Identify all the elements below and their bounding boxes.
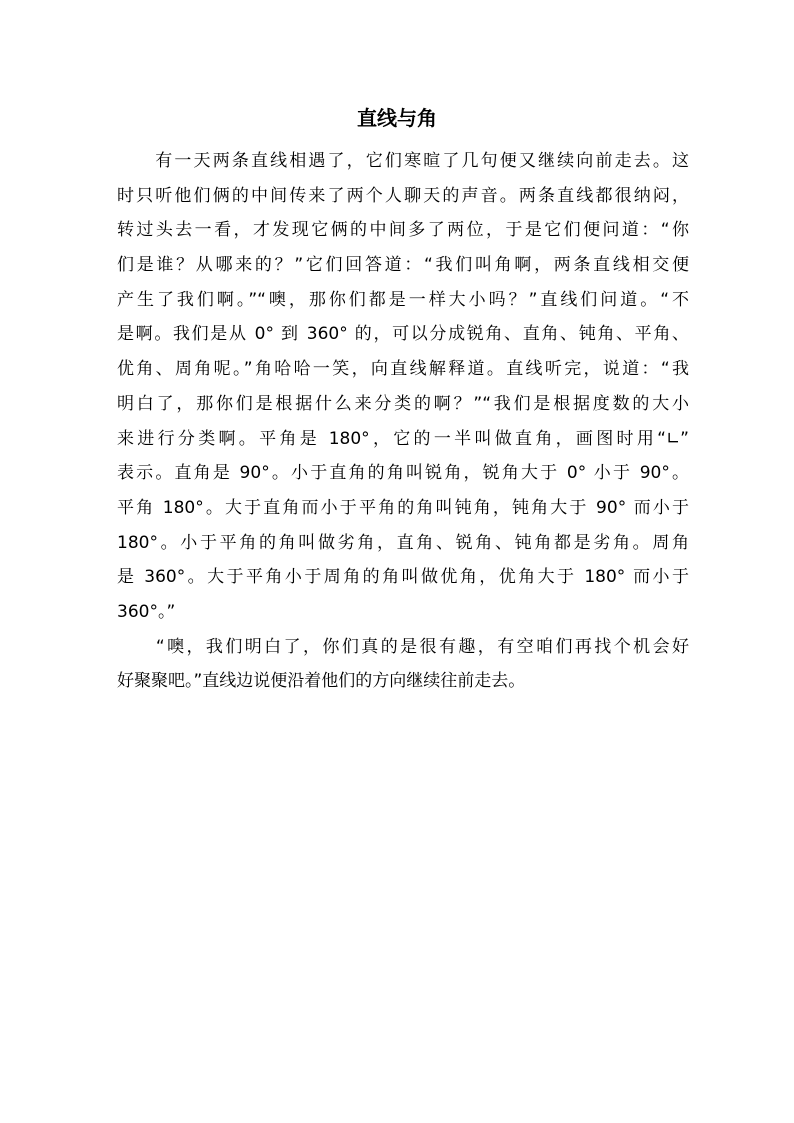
paragraph-line: 360°。”	[117, 601, 176, 622]
paragraph-line: 是 360°。大于平角小于周角的角叫做优角，优角大于 180° 而小于	[117, 567, 689, 588]
paragraph-line: 来进行分类啊。平角是 180°，它的一半叫做直角，画图时用“∟”	[117, 428, 689, 449]
paragraph-line: 是啊。我们是从 0° 到 360° 的，可以分成锐角、直角、钝角、平角、	[117, 324, 689, 345]
paragraph-line: 180°。小于平角的角叫做劣角，直角、锐角、钝角都是劣角。周角	[117, 532, 689, 553]
paragraph-line: 优角、周角呢。”角哈哈一笑，向直线解释道。直线听完，说道：“我	[117, 359, 689, 380]
paragraph-line: 时只听他们俩的中间传来了两个人聊天的声音。两条直线都很纳闷，	[117, 185, 689, 206]
document-body	[117, 144, 689, 699]
paragraph-line: 表示。直角是 90°。小于直角的角叫锐角，锐角大于 0° 小于 90°。	[117, 463, 689, 484]
paragraph-line: 好聚聚吧。”直线边说便沿着他们的方向继续往前走去。	[117, 671, 526, 692]
paragraph-line: “噢，我们明白了，你们真的是很有趣，有空咱们再找个机会好	[117, 636, 689, 657]
document-title: 直线与角	[357, 106, 437, 130]
paragraph-line: 明白了，那你们是根据什么来分类的啊？”“我们是根据度数的大小	[117, 393, 689, 414]
paragraph-line: 产生了我们啊。”“噢，那你们都是一样大小吗？”直线们问道。“不	[117, 289, 689, 310]
paragraph-line: 转过头去一看，才发现它俩的中间多了两位，于是它们便问道：“你	[117, 220, 689, 241]
paragraph-line: 平角 180°。大于直角而小于平角的角叫钝角，钝角大于 90° 而小于	[117, 497, 689, 518]
paragraph-line: 有一天两条直线相遇了，它们寒暄了几句便又继续向前走去。这	[117, 151, 689, 171]
paragraph-line: 们是谁？从哪来的？”它们回答道：“我们叫角啊，两条直线相交便	[117, 255, 689, 276]
